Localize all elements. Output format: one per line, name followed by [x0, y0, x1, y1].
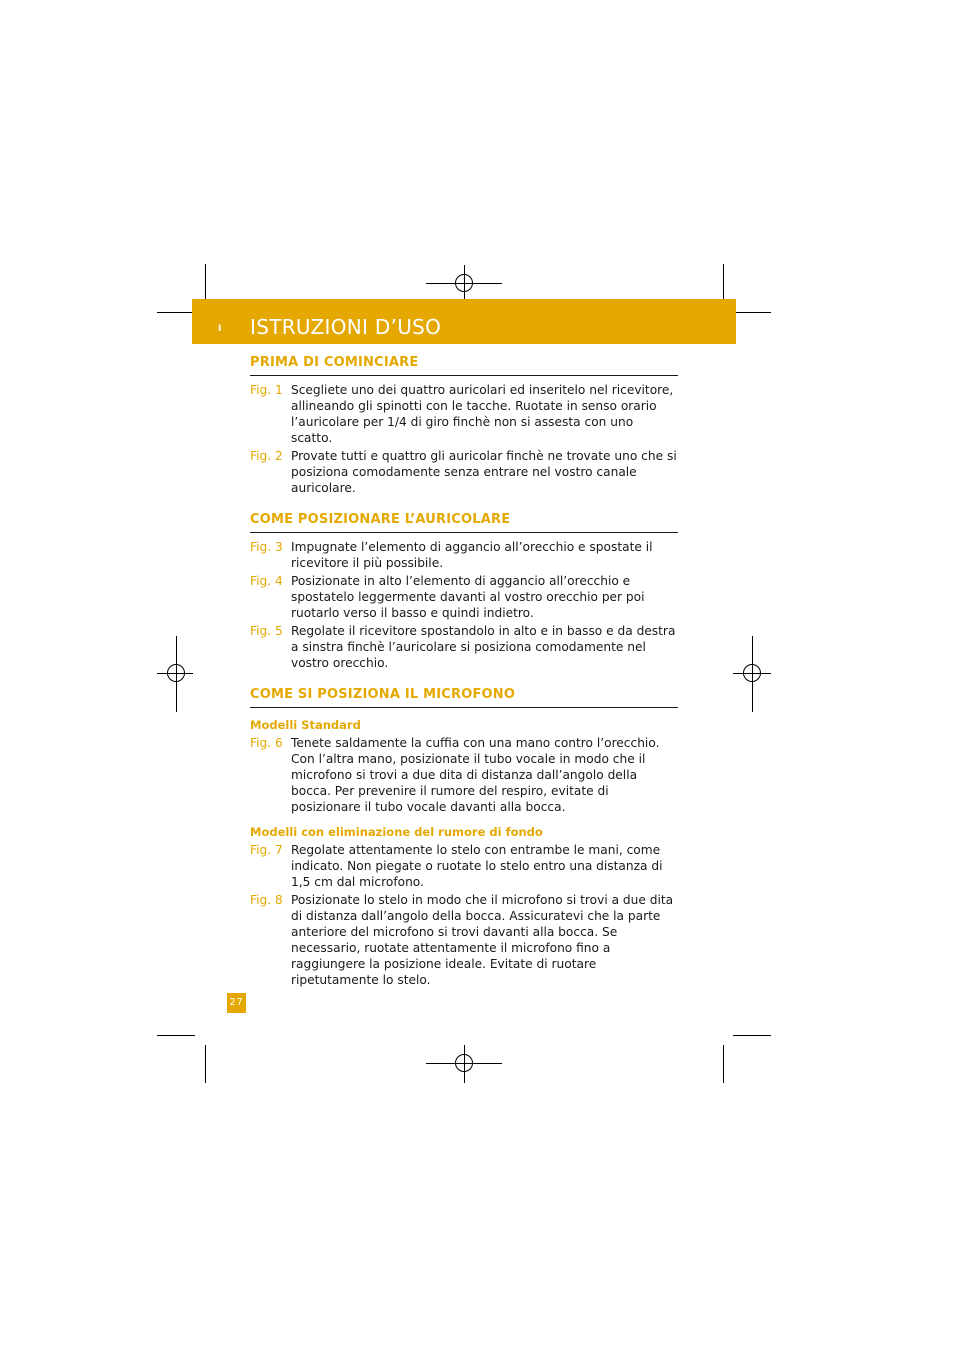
instruction-item — [250, 735, 678, 815]
figure-ref: Fig. 4 — [250, 574, 283, 588]
instruction-text: Regolate attentamente lo stelo con entrambe le mani, come indicato. Non piegate o ruotate lo stelo entro una distanza di 1,5 cm dal microfono. — [291, 843, 663, 889]
subsection-title: Modelli con eliminazione del rumore di fondo — [250, 825, 543, 839]
crop-mark — [157, 312, 193, 313]
registration-target-icon — [455, 1054, 473, 1072]
registration-target-icon — [167, 664, 185, 682]
crop-mark — [733, 1035, 771, 1036]
figure-ref: Fig. 2 — [250, 449, 283, 463]
instruction-text: Posizionate in alto l’elemento di aggancio all’orecchio e spostatelo leggermente davanti al vostro orecchio per poi ruotarlo verso il basso e quindi indietro. — [291, 574, 645, 620]
page-title: ISTRUZIONI D’USO — [250, 315, 442, 339]
section-title: COME POSIZIONARE L’AURICOLARE — [250, 512, 678, 533]
crop-mark — [205, 1045, 206, 1083]
instruction-text: Provate tutti e quattro gli auricolar finchè ne trovate uno che si posiziona comodamente senza entrare nel vostro canale auricolare. — [291, 449, 677, 495]
crop-mark — [205, 264, 206, 300]
figure-ref: Fig. 8 — [250, 893, 283, 907]
instruction-item — [250, 448, 678, 496]
registration-target-icon — [743, 664, 761, 682]
language-label: I — [218, 324, 222, 334]
page-number: 27 — [227, 993, 246, 1013]
instruction-item — [250, 539, 678, 571]
section-title: PRIMA DI COMINCIARE — [250, 355, 678, 376]
crop-mark — [723, 1045, 724, 1083]
figure-ref: Fig. 6 — [250, 736, 283, 750]
instruction-text: Regolate il ricevitore spostandolo in alto e in basso e da destra a sinstra finchè l’auricolare si posiziona comodamente nel vostro orecchio. — [291, 624, 676, 670]
instruction-item — [250, 382, 678, 446]
instruction-item — [250, 623, 678, 671]
instruction-text: Impugnate l’elemento di aggancio all’orecchio e spostate il ricevitore il più possibile. — [291, 540, 653, 570]
crop-mark — [723, 264, 724, 300]
instruction-text: Tenete saldamente la cuffia con una mano contro l’orecchio. Con l’altra mano, posizionate il tubo vocale in modo che il microfono si trovi a due dita di distanza dall’angolo della bocca. Per prevenire il rumore del respiro, evitate di posizionare il tubo vocale davanti alla bocca. — [291, 736, 660, 814]
instructions-body — [250, 355, 678, 990]
crop-mark — [157, 1035, 195, 1036]
instruction-text: Scegliete uno dei quattro auricolari ed inseritelo nel ricevitore, allineando gli spinotti con le tacche. Ruotate in senso orario l’auricolare per 1/4 di giro finchè non si assesta con uno scatto. — [291, 383, 674, 445]
crop-mark — [735, 312, 771, 313]
figure-ref: Fig. 1 — [250, 383, 283, 397]
subsection-title: Modelli Standard — [250, 718, 361, 732]
figure-ref: Fig. 3 — [250, 540, 283, 554]
title-banner — [192, 299, 736, 344]
instruction-item — [250, 842, 678, 890]
instruction-item — [250, 573, 678, 621]
instruction-text: Posizionate lo stelo in modo che il microfono si trovi a due dita di distanza dall’angolo della bocca. Assicuratevi che la parte anteriore del microfono si trovi davanti alla bocca. Se necessario, ruotate attentamente il microfono fino a raggiungere la posizione ideale. Evitate di ruotare ripetutamente lo stelo. — [291, 893, 674, 987]
figure-ref: Fig. 5 — [250, 624, 283, 638]
registration-target-icon — [455, 274, 473, 292]
section-title: COME SI POSIZIONA IL MICROFONO — [250, 687, 678, 708]
instruction-item — [250, 892, 678, 988]
figure-ref: Fig. 7 — [250, 843, 283, 857]
